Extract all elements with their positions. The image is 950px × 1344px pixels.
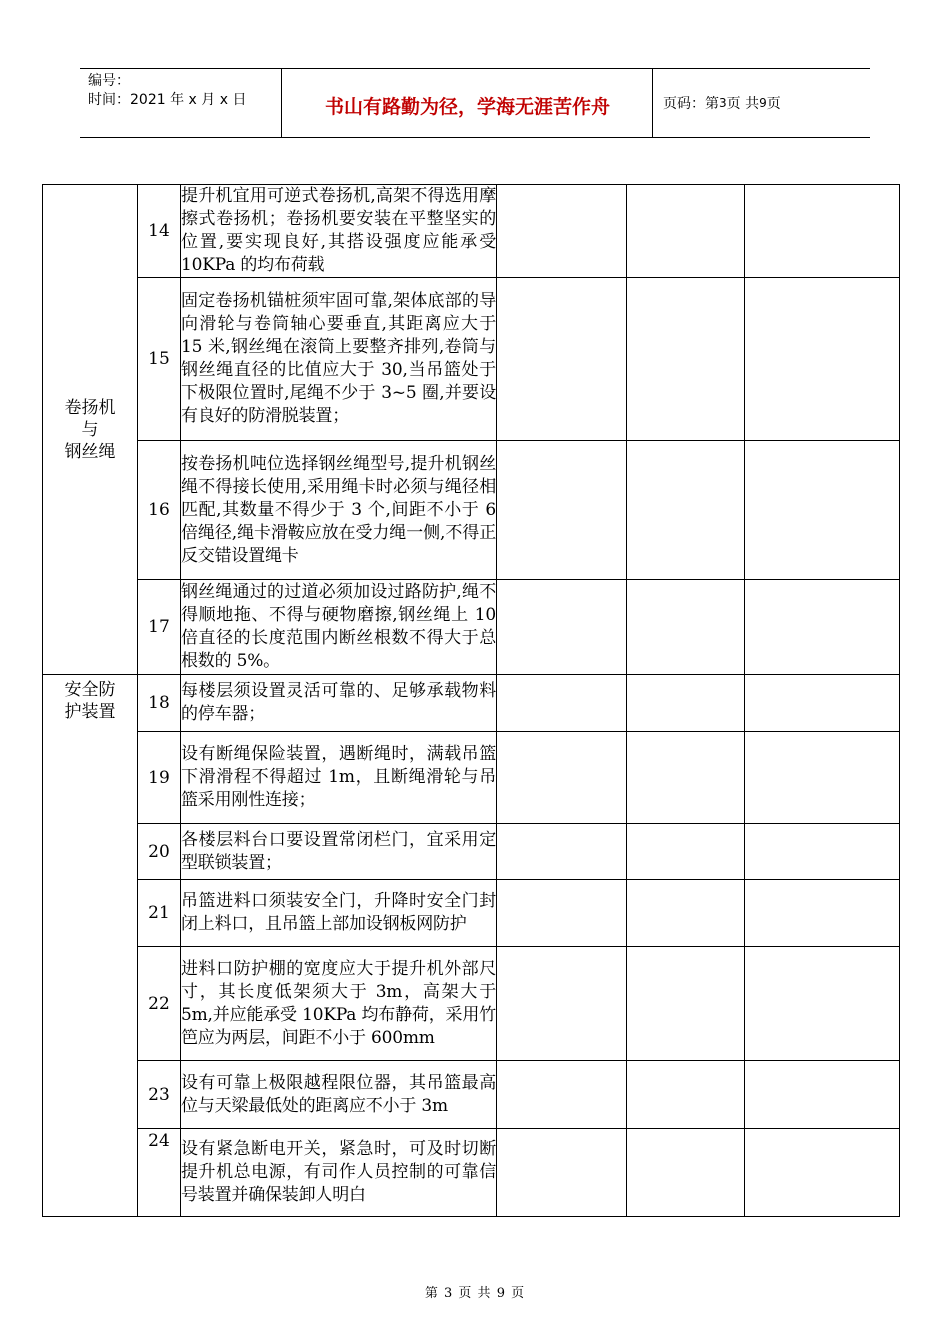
row-number: 19 bbox=[138, 732, 181, 824]
row-number: 18 bbox=[138, 675, 181, 732]
check-cell bbox=[497, 947, 627, 1061]
row-content: 按卷扬机吨位选择钢丝绳型号,提升机钢丝绳不得接长使用,采用绳卡时必须与绳径相匹配,其数量不得少于 3 个,间距不小于 6 倍绳径,绳卡滑鞍应放在受力绳一侧,不得正反交错设置绳卡 bbox=[181, 441, 497, 580]
category-winch-line2: 与 bbox=[81, 419, 99, 440]
page-end: 页 bbox=[766, 96, 781, 112]
check-cell bbox=[745, 278, 900, 441]
check-cell bbox=[497, 732, 627, 824]
category-safety-line1: 安全防 bbox=[64, 680, 116, 700]
page-current: 3 bbox=[719, 96, 727, 110]
row-content: 设有紧急断电开关，紧急时，可及时切断提升机总电源，有司作人员控制的可靠信号装置并确保装卸人明白 bbox=[181, 1129, 497, 1217]
check-cell bbox=[497, 580, 627, 675]
check-cell bbox=[627, 580, 745, 675]
check-cell bbox=[627, 675, 745, 732]
table-row bbox=[43, 580, 900, 675]
row-content: 钢丝绳通过的过道必须加设过路防护,绳不得顺地拖、不得与硬物磨擦,钢丝绳上 10 倍直径的长度范围内断丝根数不得大于总根数的 5%。 bbox=[181, 580, 497, 675]
time-label: 时间：2021 年 x 月 x 日 bbox=[88, 92, 247, 108]
row-content: 各楼层料台口要设置常闭栏门，宜采用定型联锁装置； bbox=[181, 824, 497, 880]
check-cell bbox=[497, 1129, 627, 1217]
check-cell bbox=[745, 947, 900, 1061]
row-number: 20 bbox=[138, 824, 181, 880]
check-cell bbox=[497, 1061, 627, 1129]
row-content: 吊篮进料口须装安全门，升降时安全门封闭上料口，且吊篮上部加设钢板网防护 bbox=[181, 880, 497, 947]
check-cell bbox=[627, 947, 745, 1061]
header-page-info bbox=[654, 69, 870, 137]
category-winch-line1: 卷扬机 bbox=[64, 397, 116, 418]
table-row bbox=[43, 278, 900, 441]
table-row bbox=[43, 732, 900, 824]
row-content: 设有可靠上极限越程限位器，其吊篮最高位与天梁最低处的距离应不小于 3m bbox=[181, 1061, 497, 1129]
row-content: 设有断绳保险装置，遇断绳时，满载吊篮下滑滑程不得超过 1m，且断绳滑轮与吊篮采用刚性连接； bbox=[181, 732, 497, 824]
row-number: 23 bbox=[138, 1061, 181, 1129]
check-cell bbox=[745, 580, 900, 675]
check-cell bbox=[745, 880, 900, 947]
table-row bbox=[43, 1061, 900, 1129]
check-cell bbox=[627, 185, 745, 278]
check-cell bbox=[497, 675, 627, 732]
check-cell bbox=[497, 880, 627, 947]
check-cell bbox=[745, 1129, 900, 1217]
check-cell bbox=[745, 675, 900, 732]
page-mid: 页 共 bbox=[726, 96, 760, 112]
row-content: 每楼层须设置灵活可靠的、足够承载物料的停车器； bbox=[181, 675, 497, 732]
category-winch-cell bbox=[43, 185, 138, 675]
page-footer: 第 3 页 共 9 页 bbox=[424, 1286, 526, 1301]
check-cell bbox=[497, 185, 627, 278]
row-number: 24 bbox=[138, 1129, 181, 1217]
number-label: 编号： bbox=[88, 73, 130, 89]
category-winch-line3: 钢丝绳 bbox=[64, 441, 116, 462]
table-row bbox=[43, 1129, 900, 1217]
check-cell bbox=[627, 880, 745, 947]
table-row bbox=[43, 675, 900, 732]
row-number: 16 bbox=[138, 441, 181, 580]
table-row bbox=[43, 880, 900, 947]
check-cell bbox=[497, 278, 627, 441]
row-number: 17 bbox=[138, 580, 181, 675]
row-content: 进料口防护棚的宽度应大于提升机外部尺寸，其长度低架须大于 3m，高架大于 5m,并应能承受 10KPa 均布静荷，采用竹笆应为两层，间距不小于 600mm bbox=[181, 947, 497, 1061]
table-row bbox=[43, 185, 900, 278]
row-number: 15 bbox=[138, 278, 181, 441]
inspection-table bbox=[42, 184, 900, 1217]
category-safety-cell bbox=[43, 675, 138, 1217]
check-cell bbox=[745, 824, 900, 880]
row-number: 22 bbox=[138, 947, 181, 1061]
table-row bbox=[43, 947, 900, 1061]
row-number: 14 bbox=[138, 185, 181, 278]
table-row bbox=[43, 824, 900, 880]
check-cell bbox=[497, 824, 627, 880]
check-cell bbox=[745, 732, 900, 824]
row-content: 提升机宜用可逆式卷扬机,高架不得选用摩擦式卷扬机；卷扬机要安装在平整坚实的位置,要实现良好,其搭设强度应能承受 10KPa 的均布荷载 bbox=[181, 185, 497, 278]
check-cell bbox=[745, 185, 900, 278]
check-cell bbox=[627, 1061, 745, 1129]
check-cell bbox=[627, 824, 745, 880]
check-cell bbox=[627, 1129, 745, 1217]
table-row bbox=[43, 441, 900, 580]
row-content: 固定卷扬机锚桩须牢固可靠,架体底部的导向滑轮与卷筒轴心要垂直,其距离应大于 15 米,钢丝绳在滚筒上要整齐排列,卷筒与钢丝绳直径的比值应大于 30,当吊篮处于下极限位置时,尾绳不少于 3~5 圈,并要设有良好的防滑脱装置； bbox=[181, 278, 497, 441]
check-cell bbox=[627, 441, 745, 580]
check-cell bbox=[745, 1061, 900, 1129]
page-header bbox=[80, 68, 870, 138]
row-number: 21 bbox=[138, 880, 181, 947]
check-cell bbox=[497, 441, 627, 580]
header-motto: 书山有路勤为径，学海无涯苦作舟 bbox=[283, 69, 653, 137]
page-total: 9 bbox=[759, 96, 767, 110]
page-label: 页码：第 bbox=[663, 96, 719, 112]
check-cell bbox=[627, 278, 745, 441]
check-cell bbox=[745, 441, 900, 580]
category-safety-line2: 护装置 bbox=[64, 702, 116, 722]
check-cell bbox=[627, 732, 745, 824]
header-meta bbox=[80, 69, 282, 137]
